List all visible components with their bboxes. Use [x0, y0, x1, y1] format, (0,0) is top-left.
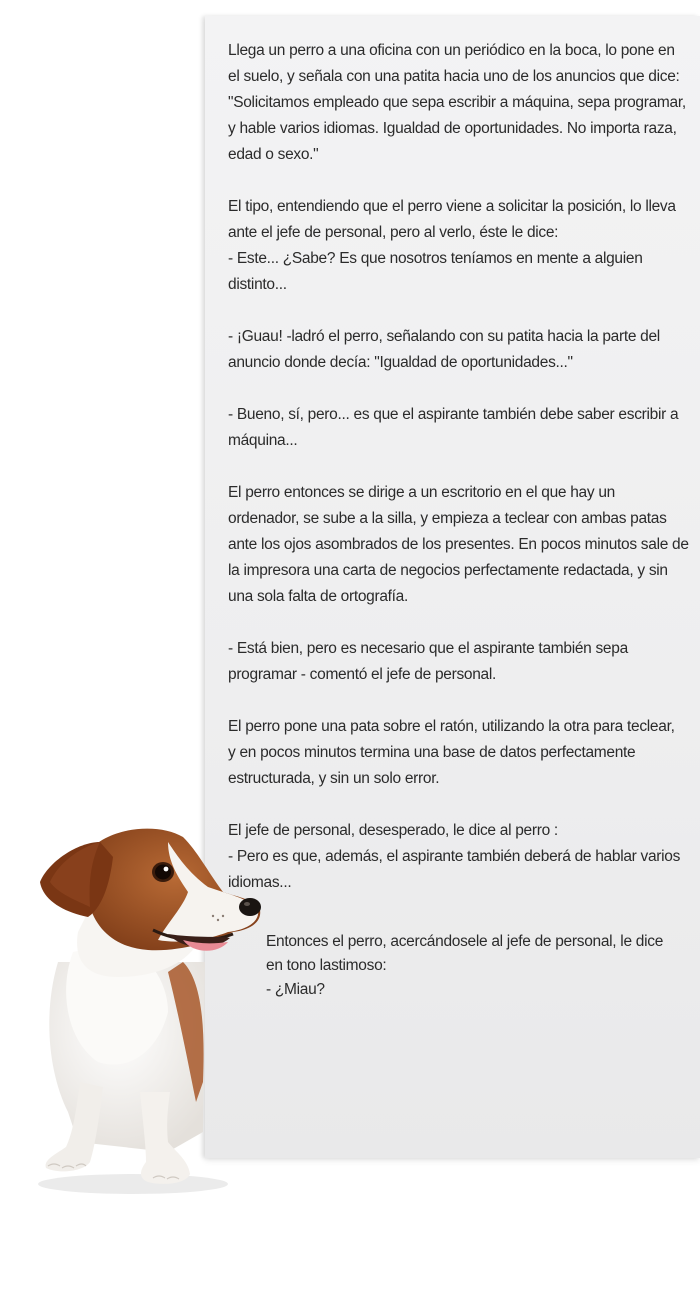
story-line: y en pocos minutos termina una base de datos perfectamente — [228, 744, 636, 761]
story-line: "Solicitamos empleado que sepa escribir a máquina, sepa programar, — [228, 94, 686, 111]
ending-line: - ¿Miau? — [266, 981, 325, 998]
paragraph-7 — [228, 714, 690, 792]
story-line: El jefe de personal, desesperado, le dice al perro : — [228, 822, 558, 839]
story-line: máquina... — [228, 432, 298, 449]
story-line: edad o sexo." — [228, 146, 319, 163]
story-line: - Pero es que, además, el aspirante también deberá de hablar varios — [228, 848, 681, 865]
story-line: el suelo, y señala con una patita hacia uno de los anuncios que dice: — [228, 68, 680, 85]
story-line: - Este... ¿Sabe? Es que nosotros teníamos en mente a alguien — [228, 250, 643, 267]
story-line: Llega un perro a una oficina con un periódico en la boca, lo pone en — [228, 42, 675, 59]
story-line: ante el jefe de personal, pero al verlo, éste le dice: — [228, 224, 559, 241]
story-line: una sola falta de ortografía. — [228, 588, 409, 605]
paragraph-5 — [228, 480, 690, 610]
story-line: anuncio donde decía: "Igualdad de oportunidades..." — [228, 354, 573, 371]
story-line: El perro pone una pata sobre el ratón, utilizando la otra para teclear, — [228, 718, 675, 735]
ending-line: Entonces el perro, acercándosele al jefe de personal, le dice — [266, 933, 664, 950]
paragraph-3 — [228, 324, 690, 376]
story-line: - ¡Guau! -ladró el perro, señalando con su patita hacia la parte del — [228, 328, 660, 345]
story-line: El perro entonces se dirige a un escritorio en el que hay un — [228, 484, 615, 501]
dog-icon — [18, 812, 268, 1202]
story-line: la impresora una carta de negocios perfectamente redactada, y sin — [228, 562, 668, 579]
story-ending — [266, 930, 686, 1002]
paragraph-2 — [228, 194, 690, 298]
story-line: distinto... — [228, 276, 287, 293]
paragraph-6 — [228, 636, 690, 688]
story-line: programar - comentó el jefe de personal. — [228, 666, 497, 683]
story-line: ante los ojos asombrados de los presentes. En pocos minutos sale de — [228, 536, 689, 553]
story-line: - Está bien, pero es necesario que el aspirante también sepa — [228, 640, 628, 657]
story-line: idiomas... — [228, 874, 292, 891]
story-line: El tipo, entendiendo que el perro viene a solicitar la posición, lo lleva — [228, 198, 676, 215]
story-line: y hable varios idiomas. Igualdad de oportunidades. No importa raza, — [228, 120, 677, 137]
ending-line: en tono lastimoso: — [266, 957, 387, 974]
story-line: estructurada, y sin un solo error. — [228, 770, 440, 787]
paragraph-1 — [228, 38, 690, 168]
paragraph-8 — [228, 818, 690, 896]
story-line: ordenador, se sube a la silla, y empieza a teclear con ambas patas — [228, 510, 667, 527]
story-text — [228, 38, 690, 922]
paragraph-4 — [228, 402, 690, 454]
story-line: - Bueno, sí, pero... es que el aspirante también debe saber escribir a — [228, 406, 679, 423]
